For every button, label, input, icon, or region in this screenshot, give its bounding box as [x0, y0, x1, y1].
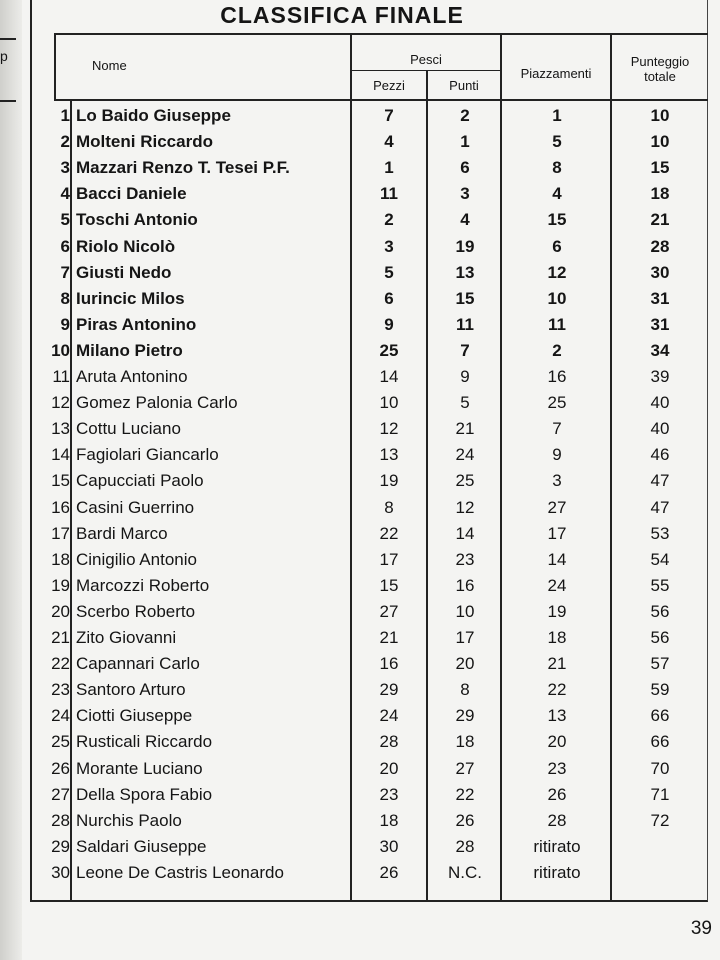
piazzamenti-cell: 27 [547, 497, 567, 517]
pezzi-cell: 29 [379, 680, 399, 700]
totale-cell: 47 [650, 471, 670, 491]
rank-cell: 4 [60, 184, 70, 204]
punti-cell: 13 [455, 262, 475, 282]
table-row [32, 103, 708, 128]
table-row [32, 651, 708, 676]
piazzamenti-cell: 4 [552, 184, 562, 204]
rank-cell: 15 [51, 471, 70, 491]
pezzi-cell: 11 [380, 184, 398, 204]
punti-cell: 10 [455, 601, 475, 621]
name-cell: Fagiolari Giancarlo [76, 445, 219, 465]
punti-cell: 25 [455, 471, 475, 491]
name-cell: Rusticali Riccardo [76, 732, 213, 752]
table-row [32, 260, 708, 285]
totale-cell: 71 [650, 784, 670, 804]
totale-cell: 56 [650, 601, 670, 621]
table-row [32, 703, 708, 728]
table-row [32, 834, 708, 859]
rank-cell: 22 [51, 654, 70, 674]
table-row [32, 129, 708, 154]
name-cell: Piras Antonino [76, 314, 197, 334]
name-cell: Santoro Arturo [76, 680, 186, 700]
name-cell: Scerbo Roberto [76, 601, 196, 621]
totale-cell: 56 [650, 628, 670, 647]
table-row [32, 286, 708, 311]
page-gutter-shadow [0, 0, 22, 960]
punti-cell: 3 [460, 184, 470, 204]
totale-cell: 28 [650, 236, 670, 256]
pezzi-cell: 7 [384, 106, 394, 125]
name-cell: Ciotti Giuseppe [76, 706, 193, 726]
totale-cell: 31 [650, 314, 670, 334]
rank-cell: 9 [60, 314, 70, 334]
table-row [32, 207, 708, 232]
table-row [32, 495, 708, 520]
totale-cell: 18 [650, 184, 670, 204]
pezzi-cell: 14 [379, 367, 399, 386]
table-row [32, 442, 708, 467]
name-cell: Della Spora Fabio [76, 784, 213, 804]
punti-cell: 29 [455, 706, 475, 726]
piazzamenti-cell: 11 [548, 314, 566, 334]
header-punteggio-line1: Punteggio [630, 54, 690, 69]
name-cell: Zito Giovanni [76, 628, 177, 647]
totale-cell: 39 [650, 367, 670, 386]
name-cell: Gomez Palonia Carlo [76, 393, 238, 413]
name-cell: Bardi Marco [76, 523, 168, 543]
piazzamenti-cell: 25 [547, 393, 567, 413]
name-cell: Capucciati Paolo [76, 471, 204, 491]
previous-page-rule [0, 38, 16, 40]
piazzamenti-cell: 17 [547, 523, 567, 543]
rank-cell: 27 [51, 784, 70, 804]
punti-cell: N.C. [448, 862, 482, 882]
totale-cell: 72 [650, 810, 670, 830]
rank-cell: 29 [51, 836, 70, 856]
rank-cell: 7 [60, 262, 70, 282]
punti-cell: 22 [455, 784, 475, 804]
piazzamenti-cell: 19 [547, 601, 567, 621]
previous-page-text-fragment: p [0, 48, 8, 64]
pezzi-cell: 23 [379, 784, 399, 804]
pezzi-cell: 9 [384, 314, 394, 334]
header-piazzamenti: Piazzamenti [520, 66, 592, 81]
header-punteggio-line2: totale [644, 69, 676, 84]
piazzamenti-cell: 15 [547, 210, 567, 230]
punti-cell: 16 [455, 575, 475, 595]
rank-cell: 23 [51, 680, 70, 700]
rank-cell: 5 [60, 210, 70, 230]
table-row [32, 782, 708, 807]
name-cell: Iurincic Milos [76, 288, 185, 308]
rank-cell: 10 [51, 340, 70, 360]
totale-cell: 57 [650, 654, 670, 674]
punti-cell: 23 [455, 549, 475, 569]
pezzi-cell: 16 [379, 654, 399, 674]
pezzi-cell: 27 [379, 601, 399, 621]
piazzamenti-cell: 28 [547, 810, 567, 830]
header-pesci: Pesci [410, 52, 442, 67]
table-row [32, 155, 708, 180]
name-cell: Casini Guerrino [76, 497, 195, 517]
piazzamenti-cell: 3 [552, 471, 562, 491]
piazzamenti-cell: 22 [547, 680, 567, 700]
rank-cell: 13 [51, 419, 70, 439]
punti-cell: 21 [455, 419, 475, 439]
punti-cell: 6 [460, 158, 470, 178]
name-cell: Marcozzi Roberto [76, 575, 210, 595]
punti-cell: 1 [460, 132, 470, 152]
page-title: CLASSIFICA FINALE [220, 2, 464, 28]
header-pezzi: Pezzi [373, 78, 405, 93]
pezzi-cell: 28 [379, 732, 399, 752]
pezzi-cell: 18 [379, 810, 399, 830]
rank-cell: 2 [60, 132, 70, 152]
piazzamenti-cell: 21 [547, 654, 567, 674]
punti-cell: 2 [460, 106, 470, 125]
results-table [30, 0, 708, 902]
punti-cell: 12 [455, 497, 475, 517]
punti-cell: 9 [460, 367, 470, 386]
table-row [32, 312, 708, 337]
name-cell: Lo Baido Giuseppe [76, 106, 231, 125]
punti-cell: 28 [455, 836, 475, 856]
table-row [32, 364, 708, 389]
name-cell: Cinigilio Antonio [76, 549, 197, 569]
totale-cell: 40 [650, 393, 670, 413]
rank-cell: 24 [51, 706, 70, 726]
name-cell: Saldari Giuseppe [76, 836, 207, 856]
table-row [32, 338, 708, 363]
name-cell: Riolo Nicolò [76, 236, 176, 256]
piazzamenti-cell: 10 [547, 288, 567, 308]
pezzi-cell: 1 [384, 158, 394, 178]
punti-cell: 11 [456, 314, 474, 334]
rank-cell: 17 [51, 523, 70, 543]
table-row [32, 416, 708, 441]
table-row [32, 181, 708, 206]
pezzi-cell: 4 [384, 132, 394, 152]
pezzi-cell: 5 [384, 262, 394, 282]
name-cell: Molteni Riccardo [76, 132, 213, 152]
rank-cell: 18 [51, 549, 70, 569]
name-cell: Toschi Antonio [76, 210, 198, 230]
name-cell: Capannari Carlo [76, 654, 200, 674]
name-cell: Leone De Castris Leonardo [76, 862, 284, 882]
piazzamenti-cell: 20 [547, 732, 567, 752]
totale-cell: 59 [650, 680, 670, 700]
rank-cell: 20 [51, 601, 70, 621]
rank-cell: 3 [60, 158, 70, 178]
rank-cell: 12 [51, 393, 70, 413]
table-row [32, 390, 708, 415]
totale-cell: 40 [650, 419, 670, 439]
name-cell: Aruta Antonino [76, 367, 188, 386]
totale-cell: 34 [650, 340, 670, 360]
rank-cell: 28 [51, 810, 70, 830]
rank-cell: 21 [51, 628, 70, 647]
totale-cell: 70 [650, 758, 670, 778]
pezzi-cell: 22 [379, 523, 399, 543]
pezzi-cell: 30 [379, 836, 399, 856]
totale-cell: 66 [650, 732, 670, 752]
rank-cell: 16 [51, 497, 70, 517]
piazzamenti-cell: 18 [547, 628, 567, 647]
totale-cell: 21 [650, 210, 670, 230]
previous-page-rule [0, 100, 16, 102]
name-cell: Giusti Nedo [76, 262, 172, 282]
punti-cell: 19 [455, 236, 475, 256]
rank-cell: 6 [60, 236, 70, 256]
pezzi-cell: 10 [379, 393, 399, 413]
piazzamenti-cell: ritirato [533, 862, 581, 882]
pezzi-cell: 26 [379, 862, 399, 882]
pezzi-cell: 2 [384, 210, 394, 230]
name-cell: Nurchis Paolo [76, 810, 182, 830]
pezzi-cell: 19 [379, 471, 399, 491]
piazzamenti-cell: 5 [552, 132, 562, 152]
table-row [32, 625, 708, 650]
punti-cell: 8 [460, 680, 470, 700]
table-row [32, 547, 708, 572]
totale-cell: 30 [650, 262, 670, 282]
header-punti: Punti [449, 78, 479, 93]
punti-cell: 5 [460, 393, 470, 413]
totale-cell: 53 [650, 523, 670, 543]
table-row [32, 599, 708, 624]
table-row [32, 468, 708, 493]
rank-column-rule [54, 33, 56, 100]
piazzamenti-cell: 26 [547, 784, 567, 804]
totale-cell: 66 [650, 706, 670, 726]
totale-cell: 15 [650, 158, 670, 178]
rank-cell: 25 [51, 732, 70, 752]
rank-cell: 30 [51, 862, 70, 882]
rank-cell: 8 [60, 288, 70, 308]
punti-cell: 20 [455, 654, 475, 674]
totale-cell: 55 [650, 575, 670, 595]
punti-cell: 24 [455, 445, 475, 465]
punti-cell: 17 [455, 628, 475, 647]
pezzi-cell: 20 [379, 758, 399, 778]
piazzamenti-cell: 9 [552, 445, 562, 465]
punti-cell: 7 [460, 340, 470, 360]
name-cell: Mazzari Renzo T. Tesei P.F. [76, 158, 290, 178]
piazzamenti-cell: 12 [547, 262, 567, 282]
piazzamenti-cell: 24 [547, 575, 567, 595]
punti-cell: 14 [455, 523, 475, 543]
table-row [32, 808, 708, 833]
punti-cell: 18 [455, 732, 475, 752]
name-cell: Cottu Luciano [76, 419, 181, 439]
totale-cell: 10 [650, 132, 670, 152]
totale-cell: 10 [650, 106, 670, 125]
totale-cell: 31 [650, 288, 670, 308]
pezzi-cell: 12 [379, 419, 399, 439]
piazzamenti-cell: 13 [547, 706, 567, 726]
rank-cell: 11 [52, 367, 70, 386]
table-row [32, 521, 708, 546]
pezzi-cell: 3 [384, 236, 394, 256]
piazzamenti-cell: 2 [552, 340, 562, 360]
pezzi-cell: 21 [379, 628, 399, 647]
table-row [32, 756, 708, 781]
punti-cell: 26 [455, 810, 475, 830]
rank-cell: 19 [51, 575, 70, 595]
table-row [32, 729, 708, 754]
rank-cell: 14 [51, 445, 70, 465]
piazzamenti-cell: 8 [552, 158, 562, 178]
piazzamenti-cell: 7 [552, 419, 562, 439]
name-cell: Morante Luciano [76, 758, 203, 778]
name-cell: Milano Pietro [76, 340, 183, 360]
table-row [32, 860, 708, 885]
piazzamenti-cell: 23 [547, 758, 567, 778]
piazzamenti-cell: 1 [552, 106, 562, 125]
piazzamenti-cell: 14 [547, 549, 567, 569]
rank-cell: 26 [51, 758, 70, 778]
totale-cell: 46 [650, 445, 670, 465]
piazzamenti-cell: 6 [552, 236, 562, 256]
table-row [32, 573, 708, 598]
header-nome: Nome [92, 58, 127, 73]
pezzi-cell: 8 [384, 497, 394, 517]
punti-cell: 4 [460, 210, 470, 230]
punti-cell: 27 [455, 758, 475, 778]
header-punteggio-totale [612, 54, 708, 84]
piazzamenti-cell: ritirato [533, 836, 581, 856]
pezzi-cell: 17 [379, 549, 399, 569]
piazzamenti-cell: 16 [547, 367, 567, 386]
totale-cell: 54 [650, 549, 670, 569]
pesci-sub-rule [350, 70, 500, 71]
pezzi-cell: 25 [379, 340, 399, 360]
pezzi-cell: 24 [379, 706, 399, 726]
page-number: 39 [690, 918, 712, 939]
pezzi-cell: 15 [379, 575, 399, 595]
name-cell: Bacci Daniele [76, 184, 187, 204]
rank-cell: 1 [60, 106, 70, 125]
table-row [32, 677, 708, 702]
pezzi-cell: 13 [379, 445, 399, 465]
punti-cell: 15 [455, 288, 475, 308]
table-row [32, 234, 708, 259]
pezzi-cell: 6 [384, 288, 394, 308]
totale-cell: 47 [650, 497, 670, 517]
